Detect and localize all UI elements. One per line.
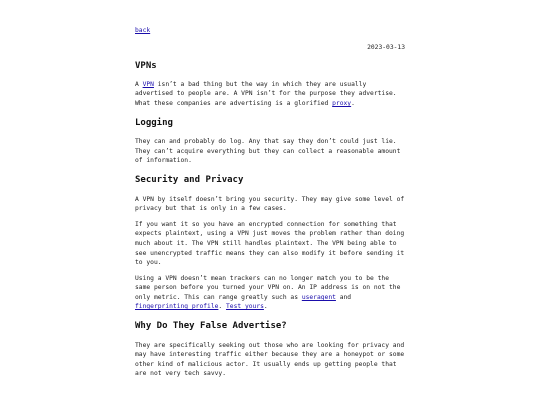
- intro-text-end: .: [351, 99, 355, 107]
- security-paragraph-2: If you want it so you have an encrypted connection for something that expects plaintext, using a VPN just moves the problem rather than doing much about it. The VPN still handles plaintext. The VPN being able to see unencrypted traffic means they can also modify it before sending it to you.: [135, 220, 405, 267]
- back-link[interactable]: back: [135, 27, 151, 34]
- useragent-link[interactable]: useragent: [301, 293, 336, 301]
- post-date: 2023-03-13: [367, 43, 405, 51]
- proxy-link[interactable]: proxy: [332, 99, 352, 107]
- intro-paragraph: [135, 80, 405, 109]
- heading-logging: Logging: [135, 117, 173, 128]
- heading-false-advertise: Why Do They False Advertise?: [135, 321, 287, 332]
- false-advertise-paragraph: They are specifically seeking out those who are looking for privacy and may have interesting traffic either because they are a honeypot or some other kind of malicious actor. It usually ends up getting people that are not very tech savvy.: [135, 341, 405, 378]
- page-title: VPNs: [135, 61, 157, 72]
- security-paragraph-1: A VPN by itself doesn’t bring you security. They may give some level of privacy but that is only in a few cases.: [135, 195, 405, 213]
- intro-text-middle: isn’t a bad thing but the way in which they are usually advertised to people are. A VPN isn’t for the purpose they advertise. What these companies are advertising is a glorified: [135, 80, 397, 107]
- tracking-paragraph: [135, 274, 405, 312]
- tracking-text-and: and: [335, 293, 352, 301]
- test-yours-link[interactable]: Test yours: [226, 303, 264, 311]
- fingerprinting-profile-link[interactable]: fingerprinting profile: [135, 303, 219, 311]
- article: [135, 0, 405, 379]
- logging-paragraph: They can and probably do log. Any that say they don’t could just lie. They can’t acquire everything but they can collect a reasonable amount of information.: [135, 138, 401, 165]
- vpn-link[interactable]: VPN: [142, 80, 154, 88]
- intro-text-start: A: [135, 80, 143, 88]
- heading-security-privacy: Security and Privacy: [135, 174, 244, 185]
- tracking-text-start: Using a VPN doesn’t mean trackers can no longer match you to be the same person before you turned your VPN on. An IP address is on not the only metric. This can range greatly such as: [135, 274, 401, 301]
- tracking-text-end: .: [263, 303, 268, 311]
- tracking-text-separator: .: [218, 303, 226, 311]
